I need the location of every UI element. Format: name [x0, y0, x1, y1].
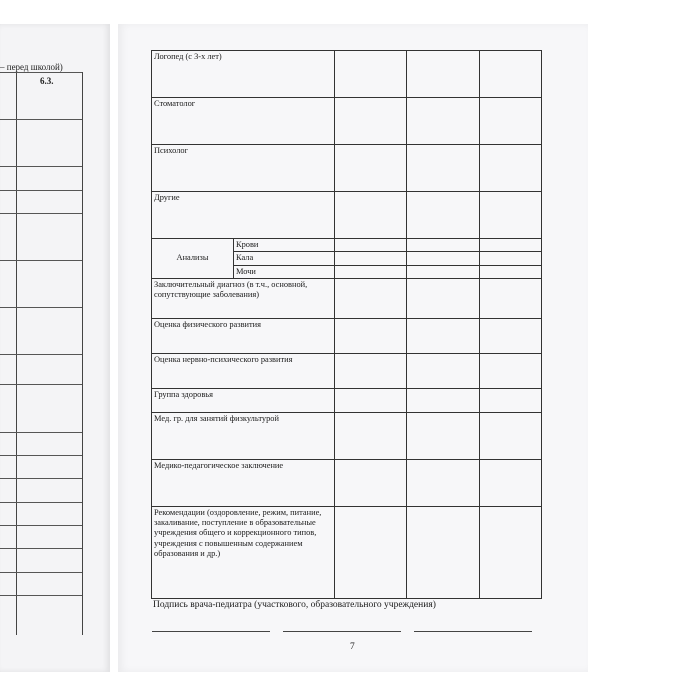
row-label: Рекомендации (оздоровление, режим, питание, закаливание, поступление в образовательные учреждения общего и коррекционного типов, учреждения с повышенным содержанием образования и др.) [152, 506, 335, 598]
table-row [152, 278, 542, 318]
form-cell[interactable] [480, 459, 542, 506]
grid-line [0, 213, 82, 214]
table-row [152, 318, 542, 353]
left-column-label: 6.3. [40, 76, 54, 86]
form-cell[interactable] [480, 98, 542, 145]
analysis-stool: Кала [234, 252, 335, 265]
row-label: Заключительный диагноз (в т.ч., основной, сопутствующие заболевания) [152, 278, 335, 318]
form-cell[interactable] [407, 145, 480, 192]
grid-line [0, 119, 82, 120]
table-row [152, 51, 542, 98]
medical-form-table [151, 50, 542, 599]
form-cell[interactable] [407, 388, 480, 412]
form-cell[interactable] [480, 192, 542, 239]
grid-line [0, 548, 82, 549]
form-cell[interactable] [480, 278, 542, 318]
table-row [152, 145, 542, 192]
grid-line [0, 166, 82, 167]
grid-line [0, 354, 82, 355]
form-cell[interactable] [335, 278, 407, 318]
left-page-header: – перед школой) [0, 62, 63, 72]
page-number: 7 [350, 642, 355, 652]
signature-line[interactable] [152, 631, 270, 632]
table-row [152, 192, 542, 239]
form-cell[interactable] [335, 239, 407, 252]
form-cell[interactable] [407, 51, 480, 98]
form-cell[interactable] [480, 506, 542, 598]
form-cell[interactable] [407, 459, 480, 506]
grid-line [0, 525, 82, 526]
table-row [152, 388, 542, 412]
form-cell[interactable] [335, 145, 407, 192]
grid-line [0, 502, 82, 503]
table-row [152, 239, 542, 252]
analysis-urine: Мочи [234, 265, 335, 278]
form-cell[interactable] [480, 353, 542, 388]
analyses-label: Анализы [152, 239, 234, 279]
grid-line [0, 190, 82, 191]
analysis-blood: Крови [234, 239, 335, 252]
row-label: Оценка физического развития [152, 318, 335, 353]
form-cell[interactable] [480, 145, 542, 192]
table-row [152, 459, 542, 506]
form-cell[interactable] [480, 265, 542, 278]
grid-line [0, 595, 82, 596]
grid-line [0, 384, 82, 385]
left-page-grid [0, 72, 83, 635]
form-cell[interactable] [480, 51, 542, 98]
row-label: Мед. гр. для занятий физкультурой [152, 412, 335, 459]
form-cell[interactable] [335, 506, 407, 598]
row-label: Группа здоровья [152, 388, 335, 412]
grid-line [0, 307, 82, 308]
row-label: Медико-педагогическое заключение [152, 459, 335, 506]
grid-line [0, 432, 82, 433]
form-cell[interactable] [407, 506, 480, 598]
signature-line[interactable] [283, 631, 401, 632]
form-cell[interactable] [407, 192, 480, 239]
form-cell[interactable] [407, 353, 480, 388]
form-cell[interactable] [480, 252, 542, 265]
form-cell[interactable] [407, 318, 480, 353]
grid-line [0, 478, 82, 479]
form-cell[interactable] [335, 265, 407, 278]
form-cell[interactable] [480, 412, 542, 459]
form-cell[interactable] [407, 98, 480, 145]
grid-line [0, 455, 82, 456]
form-cell[interactable] [335, 318, 407, 353]
signature-label: Подпись врача-педиатра (участкового, образовательного учреждения) [153, 600, 436, 610]
form-cell[interactable] [335, 353, 407, 388]
row-label: Логопед (с 3-х лет) [152, 51, 335, 98]
grid-line [0, 72, 82, 73]
form-cell[interactable] [335, 51, 407, 98]
table-row [152, 506, 542, 598]
table-row [152, 412, 542, 459]
form-cell[interactable] [407, 278, 480, 318]
row-label: Оценка нервно-психического развития [152, 353, 335, 388]
form-cell[interactable] [480, 318, 542, 353]
form-cell[interactable] [407, 239, 480, 252]
form-cell[interactable] [480, 388, 542, 412]
table-row [152, 98, 542, 145]
row-label: Психолог [152, 145, 335, 192]
grid-line [0, 260, 82, 261]
form-cell[interactable] [335, 459, 407, 506]
form-cell[interactable] [335, 98, 407, 145]
row-label: Стоматолог [152, 98, 335, 145]
table-row [152, 353, 542, 388]
row-label: Другие [152, 192, 335, 239]
grid-line [0, 572, 82, 573]
form-cell[interactable] [335, 252, 407, 265]
form-cell[interactable] [335, 192, 407, 239]
form-cell[interactable] [407, 252, 480, 265]
form-cell[interactable] [407, 265, 480, 278]
form-cell[interactable] [335, 388, 407, 412]
form-cell[interactable] [480, 239, 542, 252]
signature-line[interactable] [414, 631, 532, 632]
form-cell[interactable] [407, 412, 480, 459]
form-cell[interactable] [335, 412, 407, 459]
